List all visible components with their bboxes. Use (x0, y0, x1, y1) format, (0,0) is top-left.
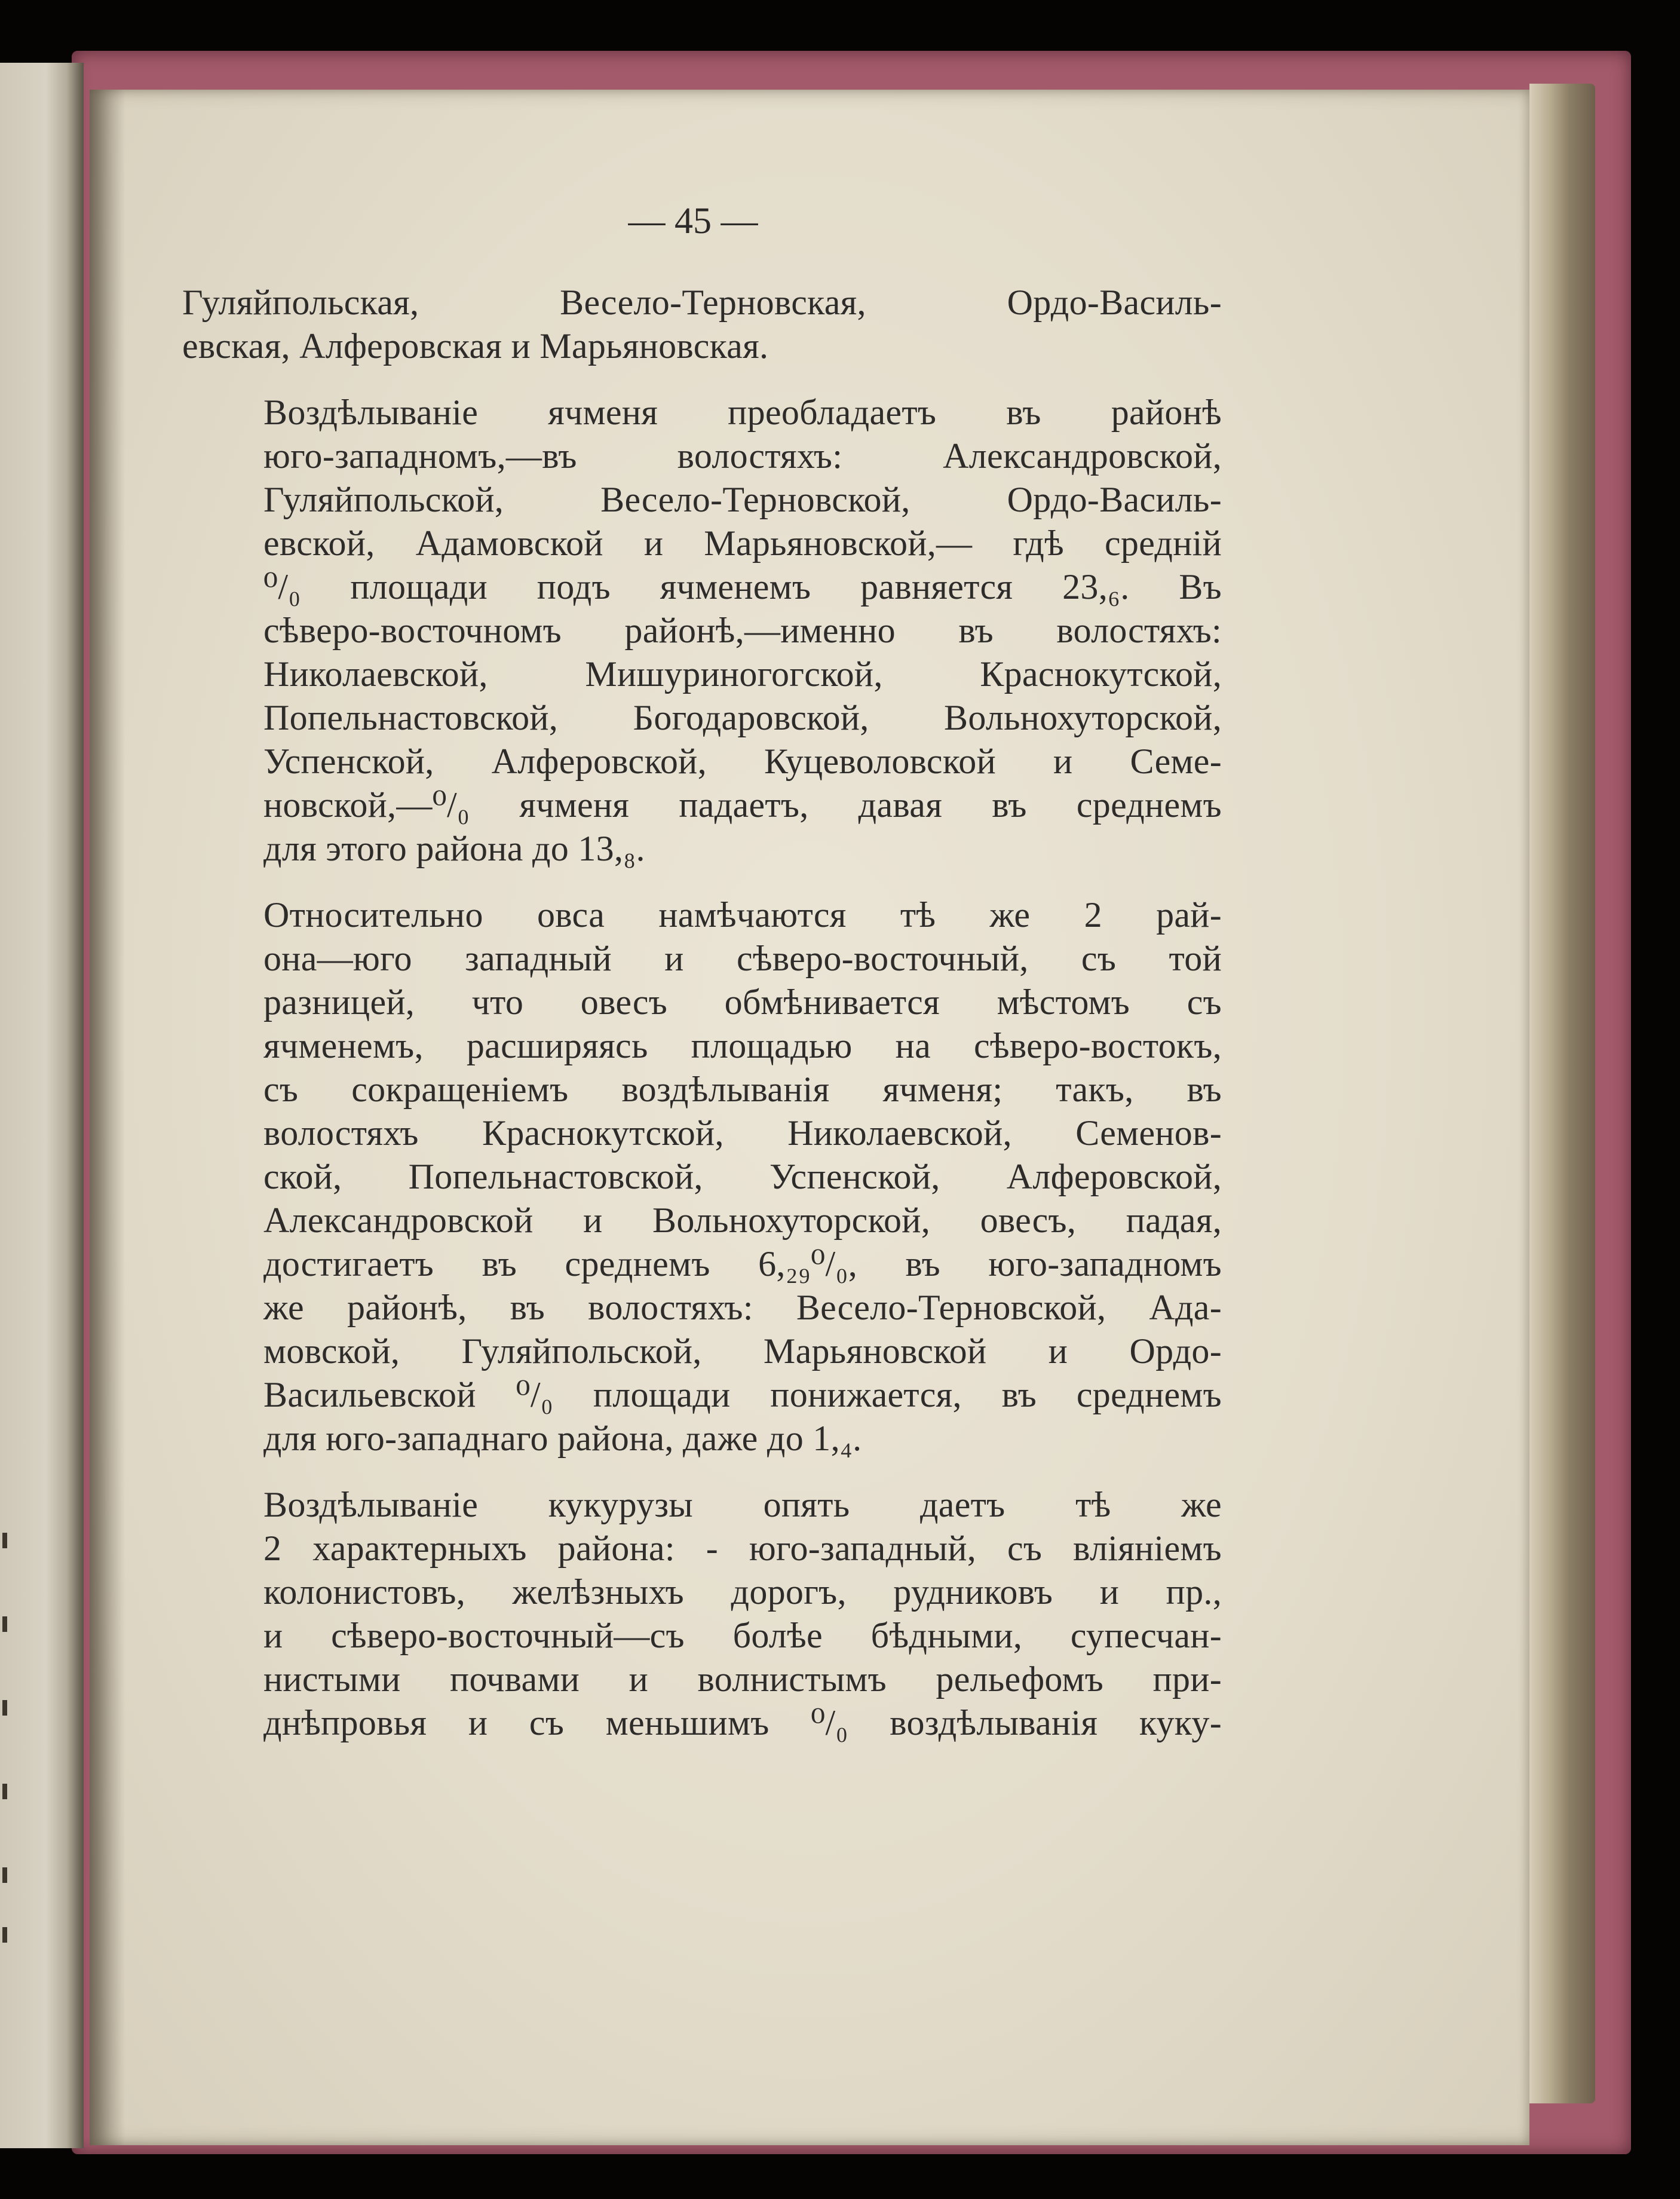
text-line: Николаевской, Мишуриногогской, Краснокутской, (263, 654, 1222, 694)
page-body-text (182, 281, 1222, 1768)
text-line: же районѣ, въ волостяхъ: Весело-Терновской, Ада- (263, 1288, 1222, 1327)
text-line: новской,—⁰/₀ ячменя падаетъ, давая въ среднемъ (263, 785, 1222, 825)
text-line: она—юго западный и сѣверо-восточный, съ той (263, 939, 1222, 978)
paragraph-4 (182, 1483, 1222, 1745)
text-line: сѣверо-восточномъ районѣ,—именно въ волостяхъ: (263, 611, 1222, 650)
paragraph-1 (182, 281, 1222, 368)
text-line: ской, Попельнастовской, Успенской, Алферовской, (263, 1157, 1222, 1196)
text-line: евской, Адамовской и Марьяновской,— гдѣ средній (263, 523, 1222, 563)
text-line: ячменемъ, расширяясь площадью на сѣверо-востокъ, (263, 1026, 1222, 1065)
text-line: Воздѣлываніе ячменя преобладаетъ въ районѣ (263, 393, 1222, 432)
text-line: съ сокращеніемъ воздѣлыванія ячменя; такъ, въ (263, 1070, 1222, 1109)
text-line: для юго-западнаго района, даже до 1,₄. (263, 1419, 862, 1458)
text-line: Попельнастовской, Богодаровской, Вольнохуторской, (263, 698, 1222, 737)
text-line: ⁰/₀ площади подъ ячменемъ равняется 23,₆. Въ (263, 567, 1222, 607)
text-line: Гуляйпольской, Весело-Терновской, Ордо-Василь- (263, 480, 1222, 519)
text-line: днѣпровья и съ меньшимъ ⁰/₀ воздѣлыванія куку- (263, 1703, 1222, 1742)
text-line: Относительно овса намѣчаются тѣ же 2 рай- (263, 895, 1222, 935)
paragraph-3 (182, 893, 1222, 1460)
text-line: для этого района до 13,₈. (263, 829, 645, 868)
text-line: Успенской, Алферовской, Куцеволовской и Семе- (263, 742, 1222, 781)
text-line: колонистовъ, желѣзныхъ дорогъ, рудниковъ и пр., (263, 1572, 1222, 1612)
text-line: Васильевской ⁰/₀ площади понижается, въ среднемъ (263, 1375, 1222, 1414)
text-line: евская, Алферовская и Марьяновская. (182, 326, 769, 366)
facing-page-text-edge (0, 63, 24, 2148)
page-gutter-shadow (90, 90, 125, 2145)
text-line: Александровской и Вольнохуторской, овесъ, падая, (263, 1200, 1222, 1240)
text-line: разницей, что овесъ обмѣнивается мѣстомъ съ (263, 982, 1222, 1022)
text-line: мовской, Гуляйпольской, Марьяновской и Ордо- (263, 1331, 1222, 1371)
text-line: волостяхъ Краснокутской, Николаевской, Семенов- (263, 1113, 1222, 1153)
text-line: Воздѣлываніе кукурузы опять даетъ тѣ же (263, 1485, 1222, 1524)
text-line: нистыми почвами и волнистымъ рельефомъ при- (263, 1659, 1222, 1699)
text-line: юго-западномъ,—въ волостяхъ: Александровской, (263, 436, 1222, 476)
text-line: 2 характерныхъ района: - юго-западный, съ вліяніемъ (263, 1529, 1222, 1568)
text-line: Гуляйпольская, Весело-Терновская, Ордо-Василь- (182, 283, 1222, 322)
paragraph-2 (182, 391, 1222, 871)
text-line: и сѣверо-восточный—съ болѣе бѣдными, супесчан- (263, 1616, 1222, 1655)
text-line: достигаетъ въ среднемъ 6,₂₉⁰/₀, въ юго-западномъ (263, 1244, 1222, 1284)
page-number: — 45 — (628, 201, 758, 241)
page-block-edge (1529, 84, 1595, 2103)
